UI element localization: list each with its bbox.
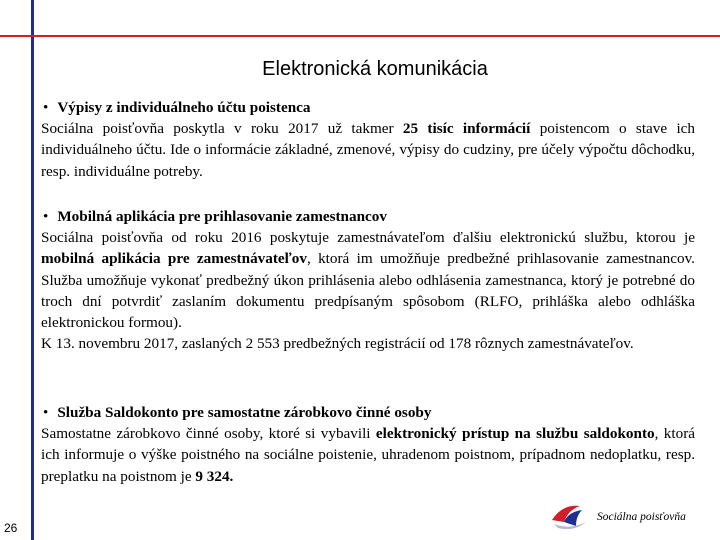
page-number: 26 xyxy=(4,521,18,535)
footer-brand: Sociálna poisťovňa xyxy=(597,511,686,523)
text-run: , ktorá ich informuje o výške poistného na sociálne poistenie, uhradenom poistnom, prípadnom nedoplatku, resp. preplatku na poistnom je xyxy=(41,425,695,485)
text-run: poistencom o stave ich individuálneho účtu. Ide o informácie základné, zmenové, výpisy do cudziny, pre účely výpočtu dôchodku, resp. individuálne potreby. xyxy=(41,120,696,180)
section-body xyxy=(41,423,695,487)
slide-title: Elektronická komunikácia xyxy=(262,58,488,80)
text-run: Sociálna poisťovňa od roku 2016 poskytuje zamestnávateľom ďalšiu elektronickú službu, ktorou je xyxy=(41,229,695,247)
bold-text: 9 324. xyxy=(195,467,234,485)
paragraph xyxy=(41,333,695,354)
section-heading: • Mobilná aplikácia pre prihlasovanie zamestnancov xyxy=(43,208,387,225)
left-vertical-rule xyxy=(31,0,34,540)
paragraph xyxy=(41,118,695,182)
bold-text: 25 tisíc informácií xyxy=(402,120,531,138)
section-body xyxy=(41,227,695,354)
bullet-icon: • xyxy=(43,404,49,421)
text-run: , ktorá im umožňuje predbežné prihlasovanie zamestnancov. Služba umožňuje vykonať predbežný úkon prihlásenia alebo odhlásenia zamestnanca, ktorý je potrebné do troch dní potvrdiť zaslaním dokumentu predpísaným spôsobom (RLFO, prihláška alebo odhláška elektronickou formou). xyxy=(41,250,695,332)
paragraph xyxy=(41,227,695,333)
section-mobile-app xyxy=(41,206,695,354)
section-account-statements xyxy=(41,97,695,182)
section-heading: • Výpisy z individuálneho účtu poistenca xyxy=(43,99,311,116)
text-run: K 13. novembru 2017, zaslaných 2 553 predbežných registrácií od 178 rôznych zamestnávateľov. xyxy=(41,335,634,353)
bullet-icon: • xyxy=(43,99,49,116)
bold-text: mobilná aplikácia pre zamestnávateľov xyxy=(41,250,307,268)
section-heading: • Služba Saldokonto pre samostatne zárobkovo činné osoby xyxy=(43,404,432,421)
paragraph xyxy=(41,423,695,487)
section-saldokonto xyxy=(41,402,695,487)
text-run: Sociálna poisťovňa poskytla v roku 2017 už takmer xyxy=(41,120,403,138)
text-run: Samostatne zárobkovo činné osoby, ktoré si vybavili xyxy=(41,425,376,443)
section-body xyxy=(41,118,695,182)
bold-text: elektronický prístup na službu saldokonto xyxy=(375,425,655,443)
logo-icon xyxy=(550,500,590,532)
top-horizontal-rule xyxy=(0,35,720,37)
bullet-icon: • xyxy=(43,208,49,225)
